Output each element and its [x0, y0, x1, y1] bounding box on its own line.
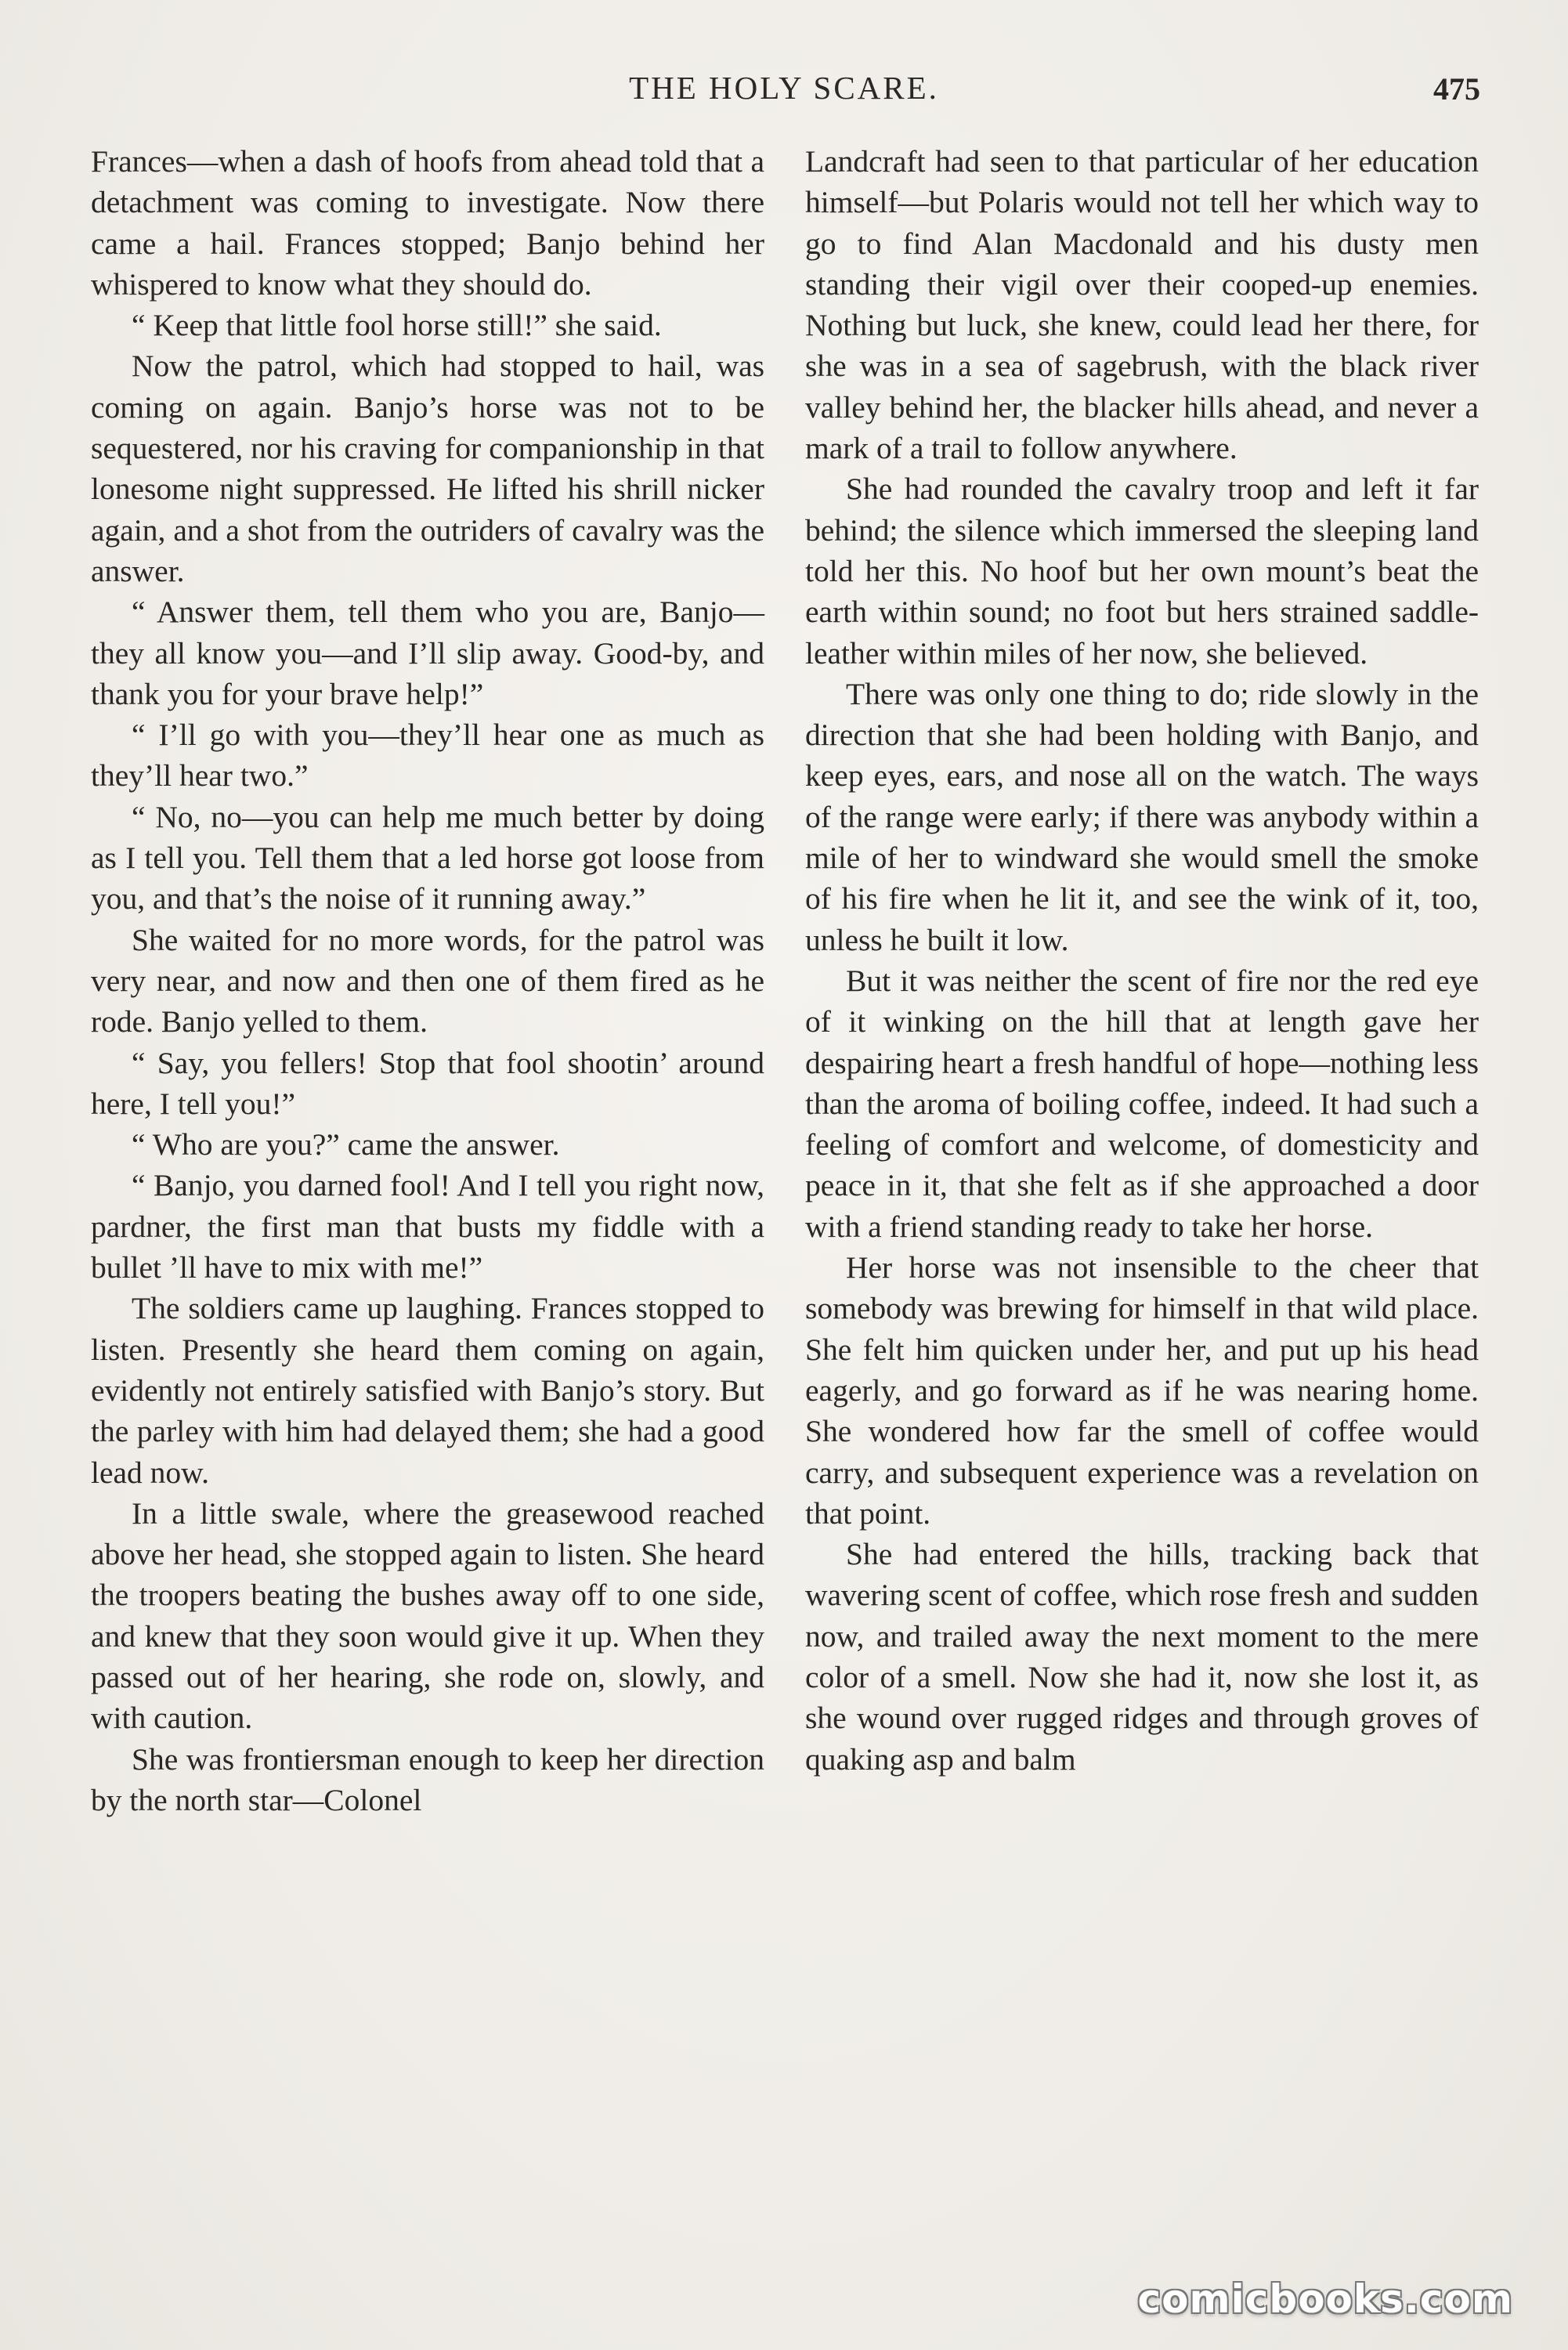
- paragraph: “ I’ll go with you—they’ll hear one as much as they’ll hear two.”: [91, 718, 764, 794]
- page-number: 475: [1433, 71, 1480, 107]
- paragraph: She had rounded the cavalry troop and left it far behind; the silence which immersed the sleeping land told her this. No hoof but her own mount’s beat the earth within sound; no foot but hers strained saddle-leather within miles of her now, she believed.: [805, 472, 1479, 671]
- paragraph: “ Who are you?” came the answer.: [132, 1127, 560, 1162]
- paragraph: “ Keep that little fool horse still!” she said.: [132, 308, 662, 343]
- paragraph: Her horse was not insensible to the cheer that somebody was brewing for himself in that wild place. She felt him quicken under her, and put up his head eagerly, and go forward as if he was nearing home. She wondered how far the smell of coffee would carry, and subsequent experience was a revelation on that point.: [805, 1250, 1479, 1531]
- page-header: [0, 69, 1568, 116]
- right-column: [805, 141, 1479, 1780]
- paragraph: She was frontiersman enough to keep her direction by the north star—Colonel: [91, 1741, 764, 1817]
- paragraph: But it was neither the scent of fire nor the red eye of it winking on the hill that at length gave her despairing heart a fresh handful of hope—nothing less than the aroma of boiling coffee, indeed. It had such a feeling of comfort and welcome, of domesticity and peace in it, that she felt as if she approached a door with a friend standing ready to take her horse.: [805, 963, 1479, 1244]
- paragraph: She waited for no more words, for the patrol was very near, and now and then one of them fired as he rode. Banjo yelled to them.: [91, 922, 764, 1039]
- paragraph: The soldiers came up laughing. Frances stopped to listen. Presently she heard them coming on again, evidently not entirely satisfied with Banjo’s story. But the parley with him had delayed them; she had a good lead now.: [91, 1291, 764, 1490]
- paragraph: “ Say, you fellers! Stop that fool shootin’ around here, I tell you!”: [91, 1045, 764, 1121]
- paragraph: Frances—when a dash of hoofs from ahead told that a detachment was coming to investigate. Now there came a hail. Frances stopped; Banjo behind her whispered to know what they should do.: [91, 144, 764, 302]
- paragraph: “ Banjo, you darned fool! And I tell you right now, pardner, the first man that busts my fiddle with a bullet ’ll have to mix with me!”: [91, 1168, 764, 1285]
- left-column: [91, 141, 764, 1820]
- paragraph: In a little swale, where the greasewood reached above her head, she stopped again to listen. She heard the troopers beating the bushes away off to one side, and knew that they soon would give it up. When they passed out of her hearing, she rode on, slowly, and with caution.: [91, 1495, 764, 1736]
- paragraph: She had entered the hills, tracking back that wavering scent of coffee, which rose fresh and sudden now, and trailed away the next moment to the mere color of a smell. Now she had it, now she lost it, as she wound over rugged ridges and through groves of quaking asp and balm: [805, 1537, 1479, 1777]
- paragraph: Now the patrol, which had stopped to hail, was coming on again. Banjo’s horse was not to be sequestered, nor his craving for companionship in that lonesome night suppressed. He lifted his shrill nicker again, and a shot from the outriders of cavalry was the answer.: [91, 349, 764, 588]
- paragraph: Landcraft had seen to that particular of her education himself—but Polaris would not tell her which way to go to find Alan Macdonald and his dusty men standing their vigil over their cooped-up enemies. Nothing but luck, she knew, could lead her there, for she was in a sea of sagebrush, with the black river valley behind her, the blacker hills ahead, and never a mark of a trail to follow anywhere.: [805, 144, 1479, 466]
- paragraph: “ Answer them, tell them who you are, Banjo—they all know you—and I’ll slip away. Good-by, and thank you for your brave help!”: [91, 595, 764, 711]
- paragraph: “ No, no—you can help me much better by doing as I tell you. Tell them that a led horse got loose from you, and that’s the noise of it running away.”: [91, 799, 764, 916]
- site-watermark: comicbooks.com: [1137, 2276, 1513, 2322]
- running-title: THE HOLY SCARE.: [629, 70, 939, 106]
- paragraph: There was only one thing to do; ride slowly in the direction that she had been holding with Banjo, and keep eyes, ears, and nose all on the watch. The ways of the range were early; if there was anybody within a mile of her to windward she would smell the smoke of his fire when he lit it, and see the wink of it, too, unless he built it low.: [805, 676, 1479, 957]
